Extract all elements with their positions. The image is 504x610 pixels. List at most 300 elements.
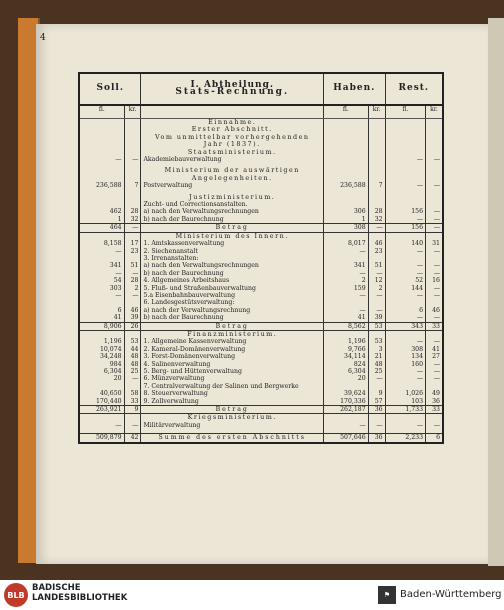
ledger-row: [79, 248, 443, 255]
soll-kreuzer-cell: —: [124, 224, 141, 232]
empty-cell: [324, 330, 369, 338]
ledger-title: Stats-Rechnung.: [175, 87, 290, 97]
haben-florin-cell: 2: [324, 277, 369, 284]
rest-florin-cell: —: [385, 368, 425, 375]
rest-florin-cell: —: [385, 314, 425, 322]
haben-kreuzer-cell: 23: [368, 248, 385, 255]
rest-kreuzer-cell: —: [426, 338, 443, 345]
haben-florin-cell: 1: [324, 216, 369, 224]
haben-kreuzer-cell: [368, 383, 385, 390]
soll-florin-cell: —: [79, 292, 124, 299]
rest-kreuzer-cell: —: [426, 361, 443, 368]
haben-kreuzer-cell: 21: [368, 353, 385, 360]
soll-florin-cell: [79, 383, 124, 390]
rest-kreuzer-cell: —: [426, 156, 443, 163]
ledger-row: [79, 285, 443, 292]
rest-florin-cell: —: [385, 248, 425, 255]
rest-florin-cell: 52: [385, 277, 425, 284]
haben-florin-cell: 308: [324, 224, 369, 232]
haben-florin-cell: 262,187: [324, 406, 369, 414]
haben-kreuzer-cell: 46: [368, 240, 385, 247]
soll-kreuzer-cell: 48: [124, 361, 141, 368]
haben-kreuzer-cell: 53: [368, 322, 385, 330]
haben-kreuzer-cell: [368, 201, 385, 208]
section-heading: Staatsministerium.: [141, 149, 324, 156]
description-cell: 6. Münzverwaltung: [141, 375, 324, 382]
empty-cell: [385, 167, 425, 182]
section-heading-row: [79, 330, 443, 338]
ledger-row: [79, 240, 443, 247]
ledger-row: [79, 353, 443, 360]
soll-florin-cell: 40,650: [79, 390, 124, 397]
soll-florin-cell: 984: [79, 361, 124, 368]
description-cell: Betrag: [141, 322, 324, 330]
soll-florin-cell: 1: [79, 216, 124, 224]
description-cell: Betrag: [141, 406, 324, 414]
haben-kreuzer-cell: [368, 299, 385, 306]
unit-row: [79, 105, 443, 119]
account-ledger-table: [78, 72, 444, 444]
empty-cell: [385, 126, 425, 133]
empty-cell: [324, 194, 369, 201]
unit-fl: fl.: [324, 105, 369, 119]
soll-kreuzer-cell: 28: [124, 208, 141, 215]
empty-cell: [79, 194, 124, 201]
rest-kreuzer-cell: 27: [426, 353, 443, 360]
soll-kreuzer-cell: 17: [124, 240, 141, 247]
rest-kreuzer-cell: 41: [426, 346, 443, 353]
description-cell: Akademiebauverwaltung: [141, 156, 324, 163]
rest-florin-cell: 103: [385, 398, 425, 406]
empty-cell: [324, 414, 369, 422]
unit-fl: fl.: [385, 105, 425, 119]
rest-kreuzer-cell: [426, 383, 443, 390]
ledger-row: [79, 383, 443, 390]
soll-kreuzer-cell: 42: [124, 434, 141, 443]
rest-kreuzer-cell: [426, 299, 443, 306]
rest-florin-cell: 343: [385, 322, 425, 330]
empty-cell: [385, 414, 425, 422]
haben-kreuzer-cell: 39: [368, 314, 385, 322]
empty-cell: [124, 414, 141, 422]
rest-florin-cell: 140: [385, 240, 425, 247]
description-cell: a) nach der Verwaltungsrechnung: [141, 307, 324, 314]
haben-kreuzer-cell: 36: [368, 406, 385, 414]
soll-florin-cell: 464: [79, 224, 124, 232]
soll-florin-cell: 509,879: [79, 434, 124, 443]
empty-cell: [385, 330, 425, 338]
haben-florin-cell: 341: [324, 262, 369, 269]
haben-florin-cell: 507,646: [324, 434, 369, 443]
haben-kreuzer-cell: 57: [368, 398, 385, 406]
soll-florin-cell: [79, 255, 124, 262]
description-cell: 5. Fluß- und Straßenbauverwaltung: [141, 285, 324, 292]
section-heading: Vom unmittelbar vorhergehenden Jahr (1837).: [141, 134, 324, 149]
empty-cell: [368, 330, 385, 338]
description-cell: 4. Salinenverwaltung: [141, 361, 324, 368]
empty-cell: [368, 194, 385, 201]
soll-florin-cell: 6: [79, 307, 124, 314]
haben-florin-cell: [324, 201, 369, 208]
soll-florin-cell: 1,196: [79, 338, 124, 345]
ledger-row: [79, 375, 443, 382]
rest-florin-cell: 2,233: [385, 434, 425, 443]
haben-florin-cell: —: [324, 270, 369, 277]
col-rest-header: [385, 73, 443, 105]
haben-kreuzer-cell: 51: [368, 262, 385, 269]
description-cell: 2. Siechenanstalt: [141, 248, 324, 255]
description-cell: b) nach der Baurechnung: [141, 270, 324, 277]
header-row: [79, 73, 443, 105]
section-heading-row: [79, 149, 443, 156]
section-heading-row: [79, 167, 443, 182]
rest-kreuzer-cell: 16: [426, 277, 443, 284]
rest-florin-cell: 1,733: [385, 406, 425, 414]
blb-logo[interactable]: BLB: [4, 583, 28, 607]
rest-florin-cell: 6: [385, 307, 425, 314]
rest-kreuzer-cell: —: [426, 270, 443, 277]
soll-florin-cell: 170,440: [79, 398, 124, 406]
empty-cell: [426, 194, 443, 201]
unit-kr: kr.: [368, 105, 385, 119]
ledger-row: [79, 299, 443, 306]
haben-florin-cell: 39,624: [324, 390, 369, 397]
empty-cell: [368, 149, 385, 156]
haben-kreuzer-cell: 32: [368, 216, 385, 224]
empty-cell: [324, 167, 369, 182]
ledger-row: [79, 307, 443, 314]
haben-kreuzer-cell: 7: [368, 182, 385, 189]
haben-florin-cell: —: [324, 422, 369, 429]
empty-cell: [124, 330, 141, 338]
description-cell: 8. Steuerverwaltung: [141, 390, 324, 397]
haben-florin-cell: 34,114: [324, 353, 369, 360]
unit-kr: kr.: [124, 105, 141, 119]
rest-kreuzer-cell: —: [426, 292, 443, 299]
haben-florin-cell: 6,304: [324, 368, 369, 375]
section-heading: Justizministerium.: [141, 194, 324, 201]
description-cell: 7. Centralverwaltung der Salinen und Bergwerke: [141, 383, 324, 390]
empty-cell: [324, 232, 369, 240]
description-cell: Zucht- und Correctionsanstalten.: [141, 201, 324, 208]
empty-cell: [385, 232, 425, 240]
description-cell: 5.a Eisenbahnbauverwaltung: [141, 292, 324, 299]
soll-florin-cell: —: [79, 270, 124, 277]
col-title-header: [141, 73, 324, 105]
description-cell: 1. Amtskassenverwaltung: [141, 240, 324, 247]
soll-florin-cell: 263,921: [79, 406, 124, 414]
haben-florin-cell: 20: [324, 375, 369, 382]
empty-cell: [385, 134, 425, 149]
rest-kreuzer-cell: [426, 255, 443, 262]
page-number: 4: [40, 33, 46, 43]
empty-cell: [368, 232, 385, 240]
rest-kreuzer-cell: —: [426, 375, 443, 382]
description-cell: Betrag: [141, 224, 324, 232]
haben-kreuzer-cell: —: [368, 292, 385, 299]
haben-florin-cell: 159: [324, 285, 369, 292]
soll-kreuzer-cell: 44: [124, 346, 141, 353]
soll-kreuzer-cell: 26: [124, 322, 141, 330]
empty-cell: [426, 330, 443, 338]
ledger-row: [79, 368, 443, 375]
description-cell: Militärverwaltung: [141, 422, 324, 429]
empty-cell: [426, 149, 443, 156]
description-cell: 3. Irrenanstalten:: [141, 255, 324, 262]
description-cell: 1. Allgemeine Kassenverwaltung: [141, 338, 324, 345]
soll-florin-cell: [79, 201, 124, 208]
rest-label: Rest.: [398, 83, 430, 94]
bw-coat-of-arms-icon: ⚑: [378, 586, 396, 604]
haben-florin-cell: 306: [324, 208, 369, 215]
ledger-row: [79, 255, 443, 262]
empty-cell: [426, 167, 443, 182]
blb-line-1: BADISCHE: [32, 583, 81, 593]
rest-florin-cell: 134: [385, 353, 425, 360]
description-cell: a) nach den Verwaltungsrechnungen: [141, 208, 324, 215]
soll-kreuzer-cell: 58: [124, 390, 141, 397]
soll-florin-cell: 236,588: [79, 182, 124, 189]
soll-kreuzer-cell: 39: [124, 314, 141, 322]
unit-fl: fl.: [79, 105, 124, 119]
empty-cell: [124, 194, 141, 201]
empty-cell: [426, 134, 443, 149]
haben-florin-cell: 1,196: [324, 338, 369, 345]
soll-kreuzer-cell: 32: [124, 216, 141, 224]
rest-kreuzer-cell: —: [426, 182, 443, 189]
soll-florin-cell: 341: [79, 262, 124, 269]
ledger-row: [79, 361, 443, 368]
rest-kreuzer-cell: 46: [426, 307, 443, 314]
rest-florin-cell: [385, 255, 425, 262]
col-soll-header: [79, 73, 141, 105]
ledger-row: [79, 208, 443, 215]
ledger-row: [79, 292, 443, 299]
rest-kreuzer-cell: —: [426, 285, 443, 292]
rest-florin-cell: —: [385, 422, 425, 429]
description-cell: 6. Landesgestütsverwaltung:: [141, 299, 324, 306]
haben-kreuzer-cell: 3: [368, 346, 385, 353]
soll-kreuzer-cell: —: [124, 422, 141, 429]
rest-kreuzer-cell: —: [426, 314, 443, 322]
description-cell: Summe des ersten Abschnitts: [141, 434, 324, 443]
empty-cell: [426, 119, 443, 127]
ledger-row: [79, 270, 443, 277]
haben-kreuzer-cell: —: [368, 270, 385, 277]
blb-library-name[interactable]: [32, 583, 127, 603]
blb-line-2: LANDESBIBLIOTHEK: [32, 593, 128, 603]
haben-florin-cell: [324, 299, 369, 306]
soll-florin-cell: 6,304: [79, 368, 124, 375]
soll-kreuzer-cell: 48: [124, 353, 141, 360]
description-cell: 3. Forst-Domänenverwaltung: [141, 353, 324, 360]
rest-kreuzer-cell: 36: [426, 398, 443, 406]
soll-kreuzer-cell: 46: [124, 307, 141, 314]
unit-blank: [141, 105, 324, 119]
empty-cell: [79, 330, 124, 338]
rest-florin-cell: 156: [385, 208, 425, 215]
rest-florin-cell: —: [385, 292, 425, 299]
empty-cell: [385, 119, 425, 127]
empty-cell: [368, 126, 385, 133]
section-heading: Kriegsministerium.: [141, 414, 324, 422]
next-page-edge: [488, 18, 504, 566]
haben-florin-cell: —: [324, 292, 369, 299]
ledger-row: [79, 182, 443, 189]
soll-kreuzer-cell: —: [124, 270, 141, 277]
haben-florin-cell: 236,588: [324, 182, 369, 189]
rest-kreuzer-cell: —: [426, 208, 443, 215]
empty-cell: [385, 194, 425, 201]
empty-cell: [324, 134, 369, 149]
ledger-row: [79, 277, 443, 284]
ledger-row: [79, 201, 443, 208]
soll-kreuzer-cell: 53: [124, 338, 141, 345]
rest-florin-cell: —: [385, 216, 425, 224]
section-heading-row: [79, 194, 443, 201]
empty-cell: [124, 134, 141, 149]
rest-kreuzer-cell: [426, 201, 443, 208]
soll-kreuzer-cell: 7: [124, 182, 141, 189]
rest-kreuzer-cell: —: [426, 224, 443, 232]
rest-kreuzer-cell: 31: [426, 240, 443, 247]
haben-kreuzer-cell: —: [368, 224, 385, 232]
haben-kreuzer-cell: [368, 156, 385, 163]
ledger-row: [79, 390, 443, 397]
rest-florin-cell: [385, 299, 425, 306]
rest-florin-cell: 156: [385, 224, 425, 232]
ledger-row: [79, 216, 443, 224]
haben-florin-cell: 170,336: [324, 398, 369, 406]
ledger-row: [79, 346, 443, 353]
haben-kreuzer-cell: 28: [368, 208, 385, 215]
col-haben-header: [324, 73, 386, 105]
rest-florin-cell: —: [385, 156, 425, 163]
description-cell: 2. Kameral-Domänenverwaltung: [141, 346, 324, 353]
description-cell: 9. Zollverwaltung: [141, 398, 324, 406]
haben-florin-cell: —: [324, 307, 369, 314]
empty-cell: [324, 126, 369, 133]
soll-florin-cell: —: [79, 422, 124, 429]
total-row: [79, 224, 443, 232]
soll-florin-cell: 20: [79, 375, 124, 382]
rest-florin-cell: 160: [385, 361, 425, 368]
description-cell: 5. Berg- und Hüttenverwaltung: [141, 368, 324, 375]
rest-kreuzer-cell: 33: [426, 406, 443, 414]
ledger-row: [79, 156, 443, 163]
haben-florin-cell: 8,562: [324, 322, 369, 330]
rest-kreuzer-cell: —: [426, 262, 443, 269]
soll-florin-cell: 41: [79, 314, 124, 322]
description-cell: 4. Allgemeines Arbeitshaus: [141, 277, 324, 284]
section-heading: Erster Abschnitt.: [141, 126, 324, 133]
rest-florin-cell: —: [385, 375, 425, 382]
empty-cell: [324, 149, 369, 156]
soll-florin-cell: 10,074: [79, 346, 124, 353]
empty-cell: [324, 119, 369, 127]
soll-florin-cell: —: [79, 156, 124, 163]
haben-florin-cell: 8,017: [324, 240, 369, 247]
haben-florin-cell: —: [324, 248, 369, 255]
haben-florin-cell: [324, 255, 369, 262]
empty-cell: [426, 232, 443, 240]
empty-cell: [368, 414, 385, 422]
haben-kreuzer-cell: 36: [368, 434, 385, 443]
haben-kreuzer-cell: 2: [368, 285, 385, 292]
soll-kreuzer-cell: [124, 201, 141, 208]
haben-florin-cell: 9,766: [324, 346, 369, 353]
section-heading-row: [79, 134, 443, 149]
bw-state-name[interactable]: Baden-Württemberg: [400, 589, 502, 600]
haben-florin-cell: 41: [324, 314, 369, 322]
ledger-row: [79, 262, 443, 269]
total-row: [79, 434, 443, 443]
description-cell: b) nach der Baurechnung: [141, 216, 324, 224]
soll-kreuzer-cell: 25: [124, 368, 141, 375]
soll-kreuzer-cell: —: [124, 292, 141, 299]
empty-cell: [79, 167, 124, 182]
soll-kreuzer-cell: 28: [124, 277, 141, 284]
soll-kreuzer-cell: 2: [124, 285, 141, 292]
haben-kreuzer-cell: 9: [368, 390, 385, 397]
haben-kreuzer-cell: 48: [368, 361, 385, 368]
section-heading: Finanzministerium.: [141, 330, 324, 338]
rest-florin-cell: —: [385, 262, 425, 269]
soll-kreuzer-cell: [124, 255, 141, 262]
empty-cell: [124, 149, 141, 156]
empty-cell: [368, 119, 385, 127]
section-heading: Ministerium des Innern.: [141, 232, 324, 240]
ledger-row: [79, 422, 443, 429]
empty-cell: [124, 167, 141, 182]
soll-florin-cell: 54: [79, 277, 124, 284]
haben-florin-cell: [324, 383, 369, 390]
rest-kreuzer-cell: —: [426, 248, 443, 255]
haben-kreuzer-cell: 53: [368, 338, 385, 345]
ledger-body: [79, 119, 443, 443]
soll-florin-cell: 303: [79, 285, 124, 292]
unit-kr: kr.: [426, 105, 443, 119]
empty-cell: [124, 232, 141, 240]
rest-kreuzer-cell: —: [426, 368, 443, 375]
haben-kreuzer-cell: [368, 255, 385, 262]
rest-florin-cell: 144: [385, 285, 425, 292]
soll-label: Soll.: [96, 83, 124, 94]
soll-florin-cell: [79, 299, 124, 306]
rest-kreuzer-cell: 33: [426, 322, 443, 330]
ledger-row: [79, 338, 443, 345]
empty-cell: [79, 149, 124, 156]
empty-cell: [368, 134, 385, 149]
rest-kreuzer-cell: —: [426, 422, 443, 429]
empty-cell: [79, 134, 124, 149]
empty-cell: [426, 414, 443, 422]
soll-kreuzer-cell: —: [124, 375, 141, 382]
soll-kreuzer-cell: [124, 383, 141, 390]
rest-kreuzer-cell: 49: [426, 390, 443, 397]
soll-kreuzer-cell: —: [124, 156, 141, 163]
ledger-row: [79, 398, 443, 406]
soll-florin-cell: 8,906: [79, 322, 124, 330]
description-cell: Postverwaltung: [141, 182, 324, 189]
section-heading-row: [79, 232, 443, 240]
haben-florin-cell: 824: [324, 361, 369, 368]
section-heading: Ministerium der auswärtigen Angelegenheiten.: [141, 167, 324, 182]
haben-kreuzer-cell: 25: [368, 368, 385, 375]
haben-kreuzer-cell: —: [368, 422, 385, 429]
abteilung-label: I. Abtheilung.: [190, 79, 274, 90]
empty-cell: [79, 232, 124, 240]
